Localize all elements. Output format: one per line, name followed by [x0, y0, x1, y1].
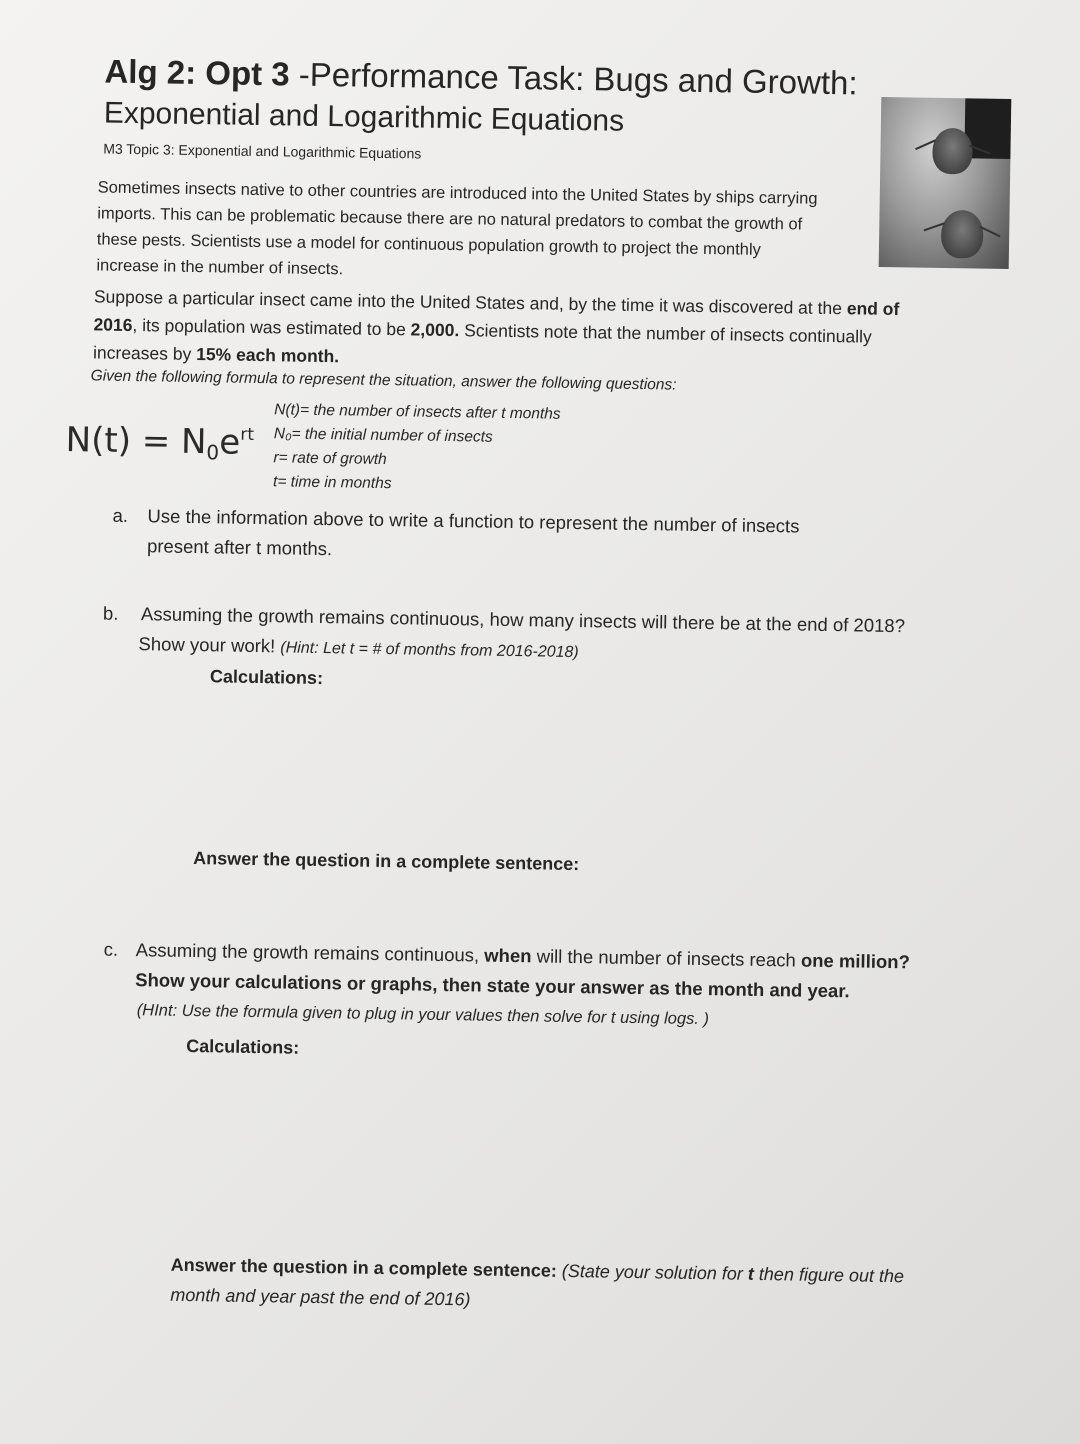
question-a: a. Use the information above to write a function to represent the number of insects present after t months.: [112, 501, 800, 572]
title-task: -Performance Task: Bugs and Growth:: [289, 55, 858, 102]
question-b: b. Assuming the growth remains continuous, how many insects will there be at the end of 2018? Show your work! (Hint: Let t = # of months from 2016-2018): [102, 599, 905, 674]
topic-line: M3 Topic 3: Exponential and Logarithmic Equations: [103, 140, 422, 162]
scenario-paragraph: [93, 282, 900, 379]
question-c: c. Assuming the growth remains continuous, when will the number of insects reach one million? Show your calculations or graphs, then state your answer as the month and year. (HInt: Use the formula given to plug in your values then solve for t using logs. ): [103, 935, 911, 1038]
definition-r: r= rate of growth: [273, 449, 387, 469]
question-label: c.: [103, 938, 119, 960]
variable-definitions: [273, 398, 561, 498]
intro-line: imports. This can be problematic because there are no natural predators to combat the growth of: [97, 204, 803, 234]
scenario-line: 2016, its population was estimated to be 2,000. Scientists note that the number of insects continually: [93, 314, 872, 347]
answer-prompt-c: Answer the question in a complete sentence: (State your solution for t then figure out the month and year past the end of 2016): [170, 1254, 905, 1310]
question-label: a.: [112, 504, 129, 526]
calculations-label-c: Calculations:: [186, 1035, 300, 1058]
definition-t: t= time in months: [272, 473, 392, 493]
scenario-line: Suppose a particular insect came into the United States and, by the time it was discovered at the end of: [93, 286, 900, 320]
worksheet-title: [104, 53, 858, 103]
definition-nt: N(t)= the number of insects after t months: [274, 401, 561, 423]
title-course: Alg 2: Opt 3: [104, 52, 290, 93]
worksheet: [49, 40, 1030, 1375]
scenario-line: increases by 15% each month.: [92, 342, 340, 367]
intro-paragraph: [96, 174, 817, 289]
intro-line: increase in the number of insects.: [96, 256, 344, 279]
answer-prompt-b: Answer the question in a complete sentence:: [193, 848, 580, 875]
intro-line: Sometimes insects native to other countries are introduced into the United States by ships carrying: [97, 178, 818, 208]
question-label: b.: [102, 602, 119, 624]
growth-formula: $N(t) = N_0e^{rt}$: [65, 419, 255, 465]
worksheet-subtitle: Exponential and Logarithmic Equations: [103, 96, 625, 138]
calculations-label-b: Calculations:: [209, 666, 324, 689]
intro-line: these pests. Scientists use a model for continuous population growth to project the monthly: [96, 230, 761, 259]
given-instruction: Given the following formula to represent the situation, answer the following questions:: [90, 367, 677, 394]
definition-n0: N₀= the initial number of insects: [273, 425, 493, 446]
